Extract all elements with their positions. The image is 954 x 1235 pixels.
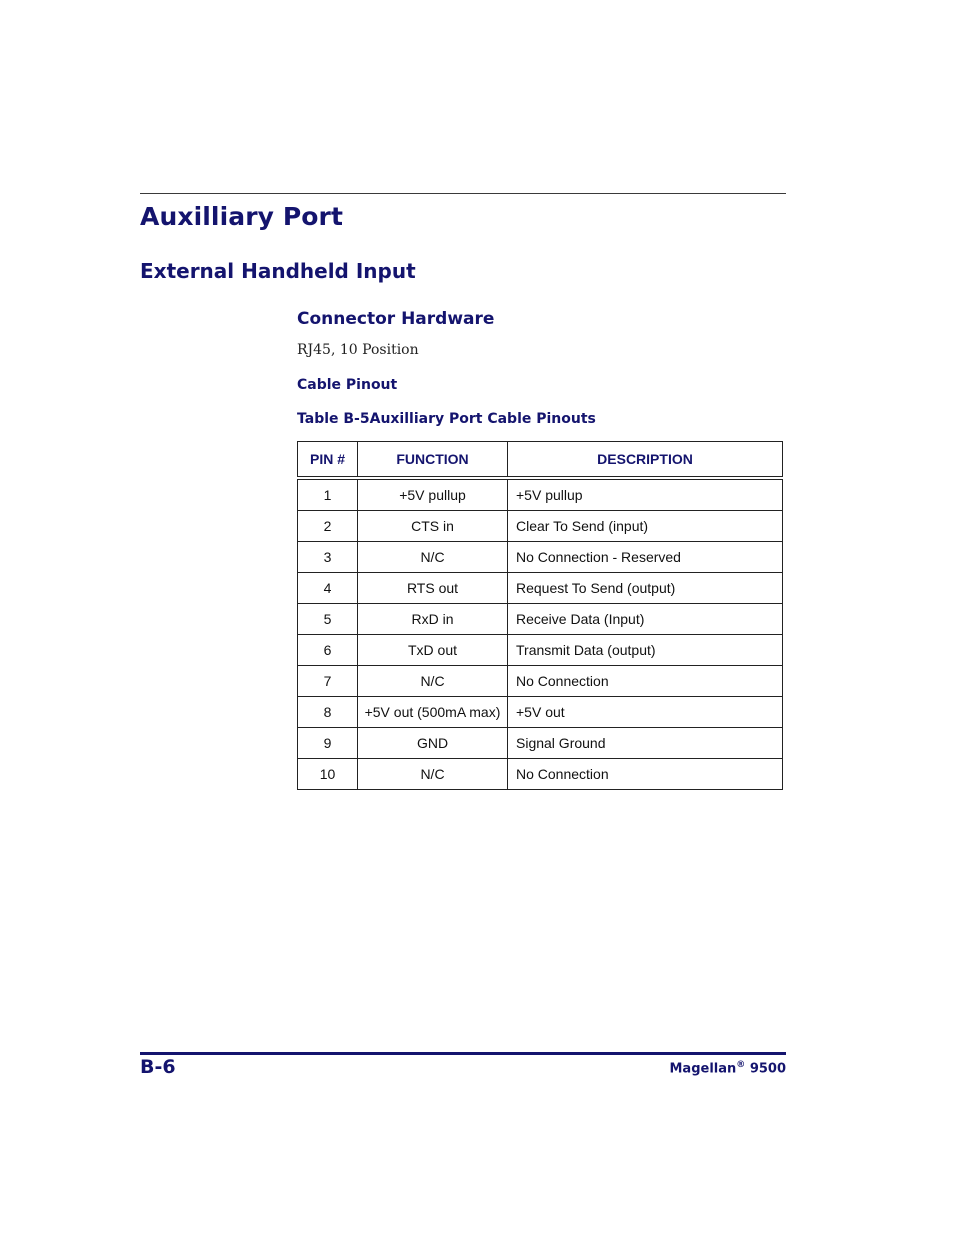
cell-pin: 10	[298, 759, 358, 790]
cell-pin: 2	[298, 511, 358, 542]
cell-function: RxD in	[358, 604, 508, 635]
cable-pinout-heading: Cable Pinout	[297, 377, 398, 393]
cell-description: Signal Ground	[508, 728, 783, 759]
cell-description: Request To Send (output)	[508, 573, 783, 604]
footer-product	[670, 1060, 787, 1076]
cell-function: N/C	[358, 542, 508, 573]
table-row	[298, 635, 783, 666]
page-title: Auxilliary Port	[140, 202, 344, 231]
registered-mark: ®	[736, 1060, 746, 1070]
cell-pin: 7	[298, 666, 358, 697]
header-pin: PIN #	[298, 442, 358, 479]
cell-description: +5V out	[508, 697, 783, 728]
cell-pin: 8	[298, 697, 358, 728]
cell-function: N/C	[358, 666, 508, 697]
table-row	[298, 728, 783, 759]
cell-description: +5V pullup	[508, 478, 783, 511]
cell-pin: 3	[298, 542, 358, 573]
cell-function: TxD out	[358, 635, 508, 666]
table-header-row	[298, 442, 783, 479]
cell-description: No Connection - Reserved	[508, 542, 783, 573]
product-name: Magellan	[669, 1061, 737, 1077]
page-number: B-6	[140, 1056, 176, 1078]
table-row	[298, 511, 783, 542]
cell-pin: 9	[298, 728, 358, 759]
footer-rule	[140, 1052, 786, 1055]
top-rule	[140, 193, 786, 194]
cell-pin: 4	[298, 573, 358, 604]
header-function: FUNCTION	[358, 442, 508, 479]
cell-pin: 1	[298, 478, 358, 511]
table-row	[298, 573, 783, 604]
table-body	[298, 478, 783, 790]
table-row	[298, 478, 783, 511]
cell-function: N/C	[358, 759, 508, 790]
cell-description: No Connection	[508, 666, 783, 697]
cell-description: Receive Data (Input)	[508, 604, 783, 635]
table-row	[298, 542, 783, 573]
table-row	[298, 759, 783, 790]
cell-pin: 6	[298, 635, 358, 666]
cell-function: +5V out (500mA max)	[358, 697, 508, 728]
table-row	[298, 666, 783, 697]
cell-description: Transmit Data (output)	[508, 635, 783, 666]
cell-function: RTS out	[358, 573, 508, 604]
cell-pin: 5	[298, 604, 358, 635]
cell-function: CTS in	[358, 511, 508, 542]
table-caption: Table B-5Auxilliary Port Cable Pinouts	[297, 411, 596, 427]
cell-description: No Connection	[508, 759, 783, 790]
section-heading: External Handheld Input	[140, 259, 416, 283]
subsection-heading: Connector Hardware	[297, 309, 495, 329]
cell-function: GND	[358, 728, 508, 759]
table-row	[298, 697, 783, 728]
header-description: DESCRIPTION	[508, 442, 783, 479]
cell-function: +5V pullup	[358, 478, 508, 511]
product-model: 9500	[749, 1061, 786, 1077]
connector-description: RJ45, 10 Position	[297, 342, 419, 358]
table-row	[298, 604, 783, 635]
cell-description: Clear To Send (input)	[508, 511, 783, 542]
pinout-table	[297, 441, 783, 790]
